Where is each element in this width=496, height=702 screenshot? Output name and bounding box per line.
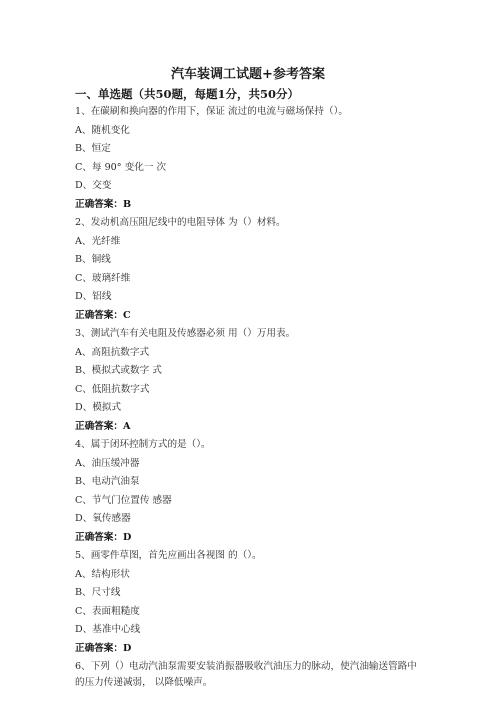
option-b: B、铜线 <box>75 254 111 265</box>
option-a: A、油压缓冲器 <box>75 457 140 469</box>
option-b: B、尺寸线 <box>75 587 121 598</box>
option-d: D、铝线 <box>75 291 112 302</box>
option-d: D、模拟式 <box>75 402 122 413</box>
correct-answer: 正确答案：D <box>75 531 132 543</box>
correct-answer: 正确答案：B <box>75 198 132 210</box>
correct-answer: 正确答案：D <box>75 642 132 654</box>
document-title: 汽车装调工试题+参考答案 <box>171 67 325 82</box>
option-d: D、氧传感器 <box>75 513 131 524</box>
question-stem: 5、画零件草图，首先应画出各视图 的（）。 <box>75 550 262 561</box>
option-b: B、恒定 <box>75 143 111 154</box>
option-c: C、每 90° 变化一 次 <box>75 161 167 173</box>
question-stem: 1、在碳刷和换向器的作用下，保证 流过的电流与磁场保持（）。 <box>75 106 348 117</box>
section-heading: 一、单选题（共50题，每题1分，共50分） <box>75 87 300 101</box>
question-stem: 4、属于闭环控制方式的是（）。 <box>75 439 211 450</box>
option-b: B、模拟式或数字 式 <box>75 365 162 376</box>
option-a: A、结构形状 <box>75 568 130 580</box>
option-a: A、随机变化 <box>75 124 130 136</box>
option-c: C、表面粗糙度 <box>75 605 140 617</box>
option-d: D、基准中心线 <box>75 624 141 635</box>
option-a: A、高阻抗数字式 <box>75 346 150 358</box>
question-list <box>75 103 425 691</box>
correct-answer: 正确答案：C <box>75 309 131 321</box>
correct-answer: 正确答案：A <box>75 420 131 432</box>
question-stem: 6、下列（）电动汽油泵需要安装消振器吸收汽油压力的脉动，使汽油输送管路中的压力传递减弱， 以降低噪声。 <box>75 661 417 688</box>
option-a: A、光纤维 <box>75 235 121 247</box>
option-d: D、交变 <box>75 180 112 191</box>
option-c: C、玻璃纤维 <box>75 272 131 284</box>
option-b: B、电动汽油泵 <box>75 476 140 487</box>
option-c: C、节气门位置传 感器 <box>75 494 172 506</box>
question-stem: 3、测试汽车有关电阻及传感器必须 用（）万用表。 <box>75 328 296 339</box>
question-stem: 2、发动机高压阻尼线中的电阻导体 为（）材料。 <box>75 217 286 228</box>
option-c: C、低阻抗数字式 <box>75 383 150 395</box>
